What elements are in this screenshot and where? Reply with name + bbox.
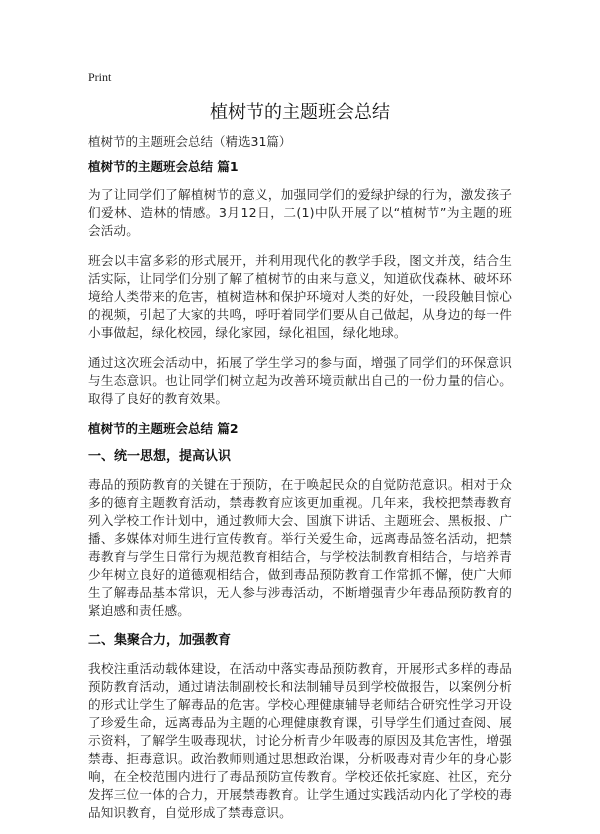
page-title: 植树节的主题班会总结 — [210, 102, 390, 123]
print-link[interactable]: Print — [88, 70, 112, 84]
article-heading: 植树节的主题班会总结 篇2 — [88, 421, 239, 436]
article-2 — [88, 420, 512, 822]
paragraph: 为了让同学们了解植树节的意义，加强同学们的爱绿护绿的行为，激发孩子们爱林、造林的情感。3月12日，二(1)中队开展了以“植树节”为主题的班会活动。 — [88, 187, 512, 238]
section-heading: 一、统一思想，提高认识 — [88, 449, 232, 464]
section-heading: 二、集聚合力，加强教育 — [88, 633, 232, 648]
article-heading: 植树节的主题班会总结 篇1 — [88, 159, 239, 174]
document-subtitle: 植树节的主题班会总结（精选31篇） — [88, 134, 292, 149]
paragraph: 班会以丰富多彩的形式展开，并利用现代化的教学手段，图文并茂，结合生活实际，让同学们分别了解了植树节的由来与意义，知道砍伐森林、破坏环境给人类带来的危害，植树造林和保护环境对人类的好处，一段段触目惊心的视频，引起了大家的共鸣，呼吁着同学们要从自己做起，从身边的每一件小事做起，绿化校园，绿化家园，绿化祖国，绿化地球。 — [88, 253, 512, 340]
paragraph: 我校注重活动载体建设，在活动中落实毒品预防教育，开展形式多样的毒品预防教育活动，通过请法制副校长和法制辅导员到学校做报告，以案例分析的形式让学生了解毒品的危害。学校心理健康辅导老师结合研究性学习开设了珍爱生命，远离毒品为主题的心理健康教育课，引导学生们通过查阅、展示资料，了解学生吸毒现状，讨论分析青少年吸毒的原因及其危害性，增强禁毒、拒毒意识。政治教师则通过思想政治课，分析吸毒对青少年的身心影响，在全校范围内进行了毒品预防宣传教育。学校还依托家庭、社区，充分发挥三位一体的合力，开展禁毒教育。让学生通过实践活动内化了学校的毒品知识教育，自觉形成了禁毒意识。 — [88, 661, 512, 820]
paragraph: 通过这次班会活动中，拓展了学生学习的参与面，增强了同学们的环保意识与生态意识。也让同学们树立起为改善环境贡献出自己的一份力量的信心。取得了良好的教育效果。 — [88, 355, 512, 406]
article-1 — [88, 158, 512, 408]
document-body — [88, 158, 512, 834]
paragraph: 毒品的预防教育的关键在于预防，在于唤起民众的自觉防范意识。相对于众多的德育主题教育活动，禁毒教育应该更加重视。几年来，我校把禁毒教育列入学校工作计划中，通过教师大会、国旗下讲话、主题班会、黑板报、广播、多媒体对师生进行宣传教育。举行关爱生命，远离毒品签名活动，把禁毒教育与学生日常行为规范教育相结合，与学校法制教育相结合，与培养青少年树立良好的道德观相结合，做到毒品预防教育工作常抓不懈，使广大师生了解毒品基本常识，无人参与涉毒活动，不断增强青少年毒品预防教育的紧迫感和责任感。 — [88, 477, 512, 618]
